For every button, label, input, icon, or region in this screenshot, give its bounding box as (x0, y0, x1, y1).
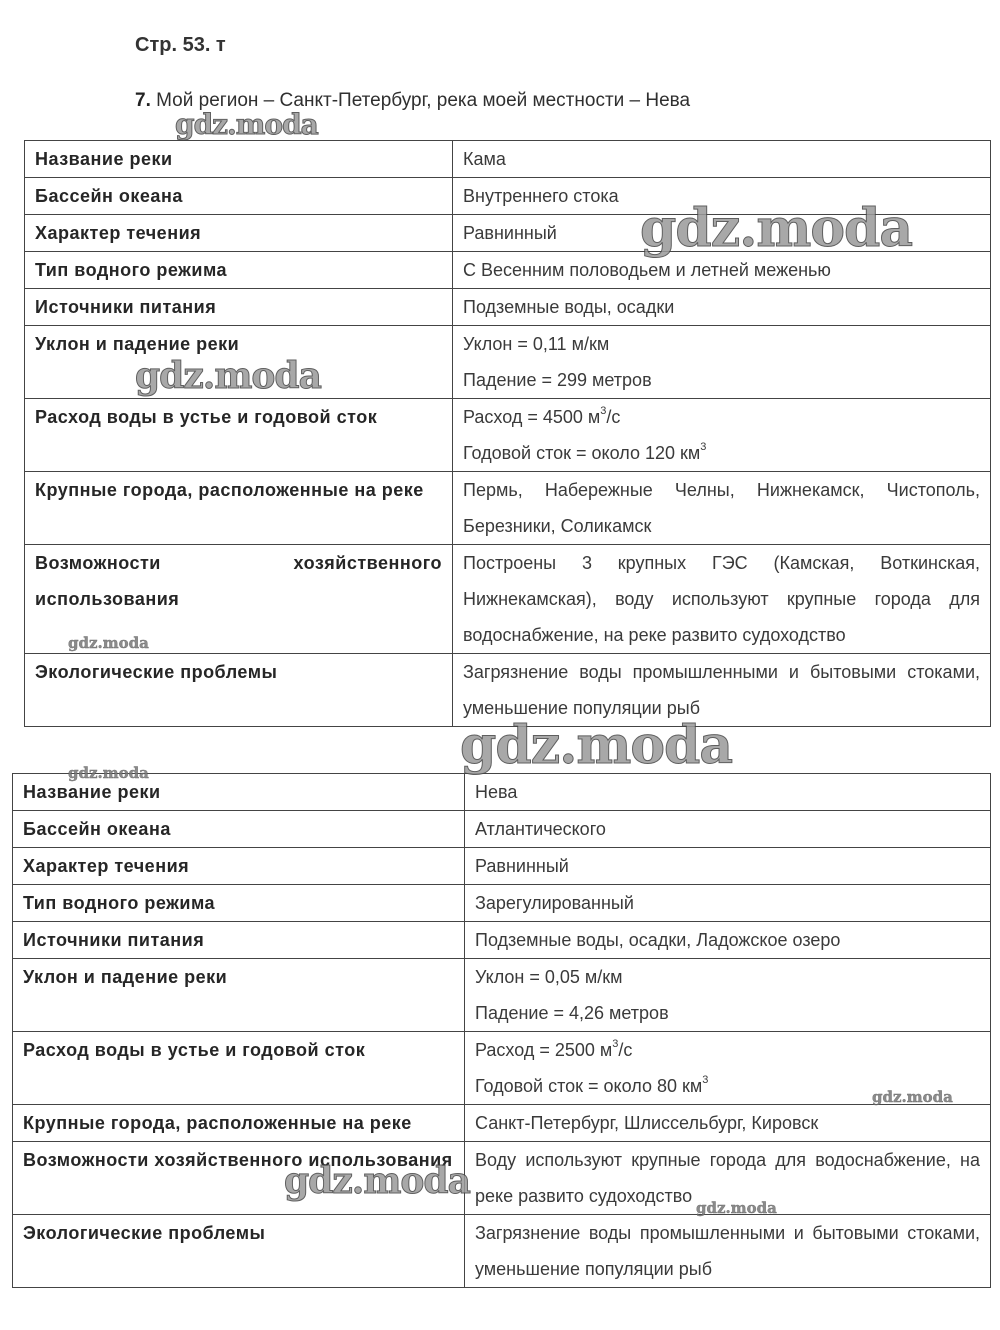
row-value (453, 326, 991, 399)
row-value (465, 1032, 991, 1105)
row-label: Экологические проблемы (13, 1215, 465, 1288)
table-row (25, 141, 991, 178)
watermark: gdz.moda (284, 1160, 470, 1202)
row-label: Расход воды в устье и годовой сток (25, 399, 453, 472)
row-label: Название реки (25, 141, 453, 178)
row-value: Подземные воды, осадки, Ладожское озеро (465, 922, 991, 959)
row-value: Внутреннего стока (453, 178, 991, 215)
table-row (25, 215, 991, 252)
row-label: Возможности хозяйственного использования (25, 545, 453, 654)
watermark: gdz.moda (68, 764, 149, 782)
river-table-kama (24, 140, 991, 727)
row-label: Расход воды в устье и годовой сток (13, 1032, 465, 1105)
runoff-text: Годовой сток = около 120 км (463, 443, 701, 463)
table-row (25, 178, 991, 215)
task-statement (135, 90, 690, 112)
row-value: Загрязнение воды промышленными и бытовыми стоками, уменьшение популяции рыб (453, 654, 991, 727)
row-value: Нева (465, 774, 991, 811)
fall-value: Падение = 299 метров (463, 370, 652, 390)
row-label: Тип водного режима (13, 885, 465, 922)
annual-runoff-value (463, 435, 980, 471)
table-row (13, 1215, 991, 1288)
slope-value: Уклон = 0,05 м/км (475, 967, 623, 987)
row-label: Бассейн океана (13, 811, 465, 848)
page-reference: Стр. 53. т (135, 34, 226, 56)
table-row (13, 1105, 991, 1142)
table-row (25, 326, 991, 399)
table-row (25, 545, 991, 654)
row-value: Равнинный (453, 215, 991, 252)
discharge-value (475, 1032, 980, 1068)
discharge-unit: /с (606, 407, 621, 427)
superscript: 3 (700, 441, 707, 453)
table-row (13, 848, 991, 885)
row-label: Экологические проблемы (25, 654, 453, 727)
discharge-text: Расход = 2500 м (475, 1040, 613, 1060)
table-row (25, 252, 991, 289)
row-label: Возможности хозяйственного использования (13, 1142, 465, 1215)
watermark: gdz.moda (696, 1199, 777, 1217)
row-label: Характер течения (25, 215, 453, 252)
row-value: Подземные воды, осадки (453, 289, 991, 326)
row-label: Бассейн океана (25, 178, 453, 215)
task-text: Мой регион – Санкт-Петербург, река моей местности – Нева (156, 90, 691, 111)
table-row (13, 774, 991, 811)
task-number: 7. (135, 90, 151, 111)
table-row (13, 885, 991, 922)
row-value: Воду используют крупные города для водоснабжение, на реке развито судоходство (465, 1142, 991, 1215)
row-value: Кама (453, 141, 991, 178)
watermark: gdz.moda (135, 355, 321, 397)
row-label: Тип водного режима (25, 252, 453, 289)
row-value: С Весенним половодьем и летней меженью (453, 252, 991, 289)
runoff-text: Годовой сток = около 80 км (475, 1076, 703, 1096)
row-value (453, 399, 991, 472)
row-label: Характер течения (13, 848, 465, 885)
row-value: Санкт-Петербург, Шлиссельбург, Кировск (465, 1105, 991, 1142)
table-row (25, 654, 991, 727)
watermark: gdz.moda (175, 108, 318, 141)
row-value: Атлантического (465, 811, 991, 848)
table-row (13, 922, 991, 959)
superscript: 3 (600, 405, 607, 417)
row-label: Уклон и падение реки (13, 959, 465, 1032)
row-label: Название реки (13, 774, 465, 811)
row-value: Пермь, Набережные Челны, Нижнекамск, Чистополь, Березники, Соликамск (453, 472, 991, 545)
watermark: gdz.moda (640, 198, 913, 259)
row-value: Зарегулированный (465, 885, 991, 922)
table-row (25, 289, 991, 326)
river-table-neva (12, 773, 991, 1288)
fall-value: Падение = 4,26 метров (475, 1003, 669, 1023)
superscript: 3 (612, 1038, 619, 1050)
row-value: Загрязнение воды промышленными и бытовыми стоками, уменьшение популяции рыб (465, 1215, 991, 1288)
table-row (13, 1142, 991, 1215)
row-value: Равнинный (465, 848, 991, 885)
discharge-text: Расход = 4500 м (463, 407, 601, 427)
discharge-unit: /с (618, 1040, 633, 1060)
table-row (13, 1032, 991, 1105)
discharge-value (463, 399, 980, 435)
watermark: gdz.moda (460, 715, 733, 776)
table-row (13, 811, 991, 848)
row-label: Источники питания (25, 289, 453, 326)
annual-runoff-value (475, 1068, 980, 1104)
row-value: Построены 3 крупных ГЭС (Камская, Воткинская, Нижнекамская), воду используют крупные города для водоснабжение, на реке развито судоходство (453, 545, 991, 654)
table-row (13, 959, 991, 1032)
row-label: Крупные города, расположенные на реке (25, 472, 453, 545)
row-label: Уклон и падение реки (25, 326, 453, 399)
watermark: gdz.moda (68, 634, 149, 652)
watermark: gdz.moda (872, 1088, 953, 1106)
table-row (25, 399, 991, 472)
row-value (465, 959, 991, 1032)
superscript: 3 (702, 1074, 709, 1086)
table-row (25, 472, 991, 545)
row-label: Источники питания (13, 922, 465, 959)
row-label: Крупные города, расположенные на реке (13, 1105, 465, 1142)
slope-value: Уклон = 0,11 м/км (463, 334, 610, 354)
